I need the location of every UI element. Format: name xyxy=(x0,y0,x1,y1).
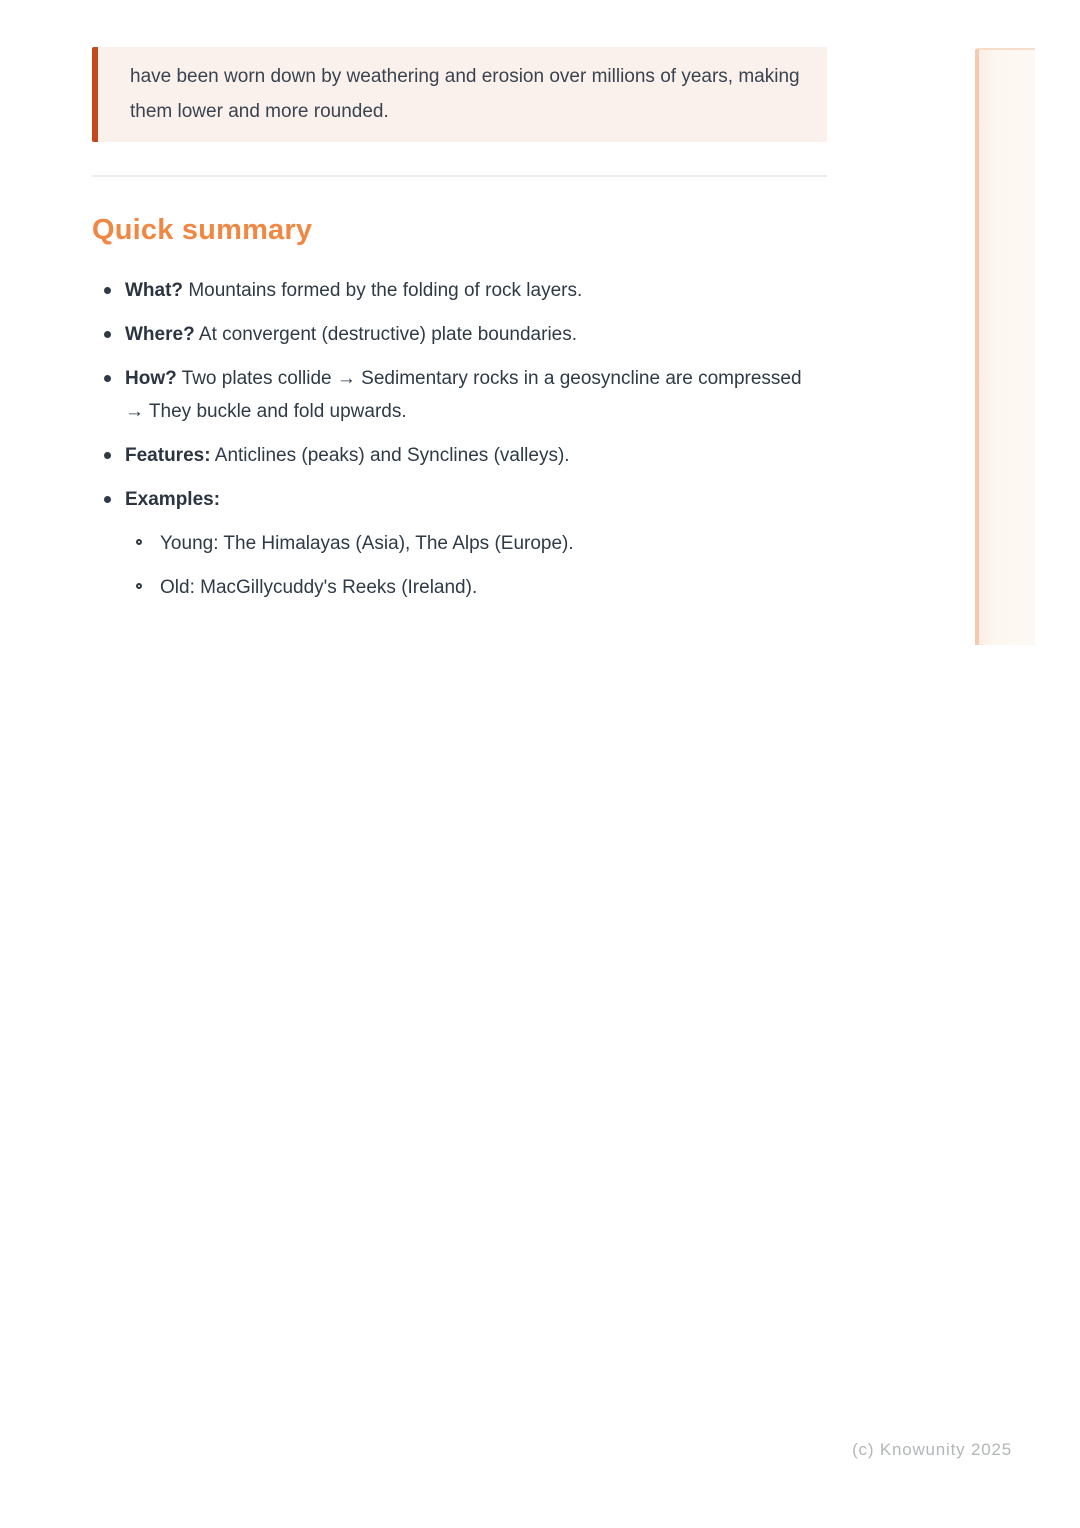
bullet-disc-icon xyxy=(104,375,111,382)
bullet-text: At convergent (destructive) plate boundaries. xyxy=(198,324,578,345)
bullet-label: What? xyxy=(125,280,184,301)
bullet-disc-icon xyxy=(104,287,111,294)
bullet-text: Two plates collide → Sedimentary rocks in a geosyncline are compressed → They buckle and fold upwards. xyxy=(125,368,802,422)
bullet-disc-icon xyxy=(104,331,111,338)
section-divider xyxy=(92,175,827,177)
summary-list xyxy=(92,274,827,604)
examples-sub-list xyxy=(125,527,819,604)
sub-list-item-young xyxy=(125,527,819,560)
bullet-label: Features: xyxy=(125,445,211,466)
callout-quote xyxy=(92,47,827,142)
list-item-how xyxy=(92,362,827,428)
bullet-disc-icon xyxy=(104,496,111,503)
bullet-text: Mountains formed by the folding of rock layers. xyxy=(188,280,583,301)
list-item-features xyxy=(92,439,827,472)
list-item-what xyxy=(92,274,827,307)
sub-list-item-old xyxy=(125,571,819,604)
bullet-label: How? xyxy=(125,368,177,389)
list-item-where xyxy=(92,318,827,351)
callout-text: have been worn down by weathering and erosion over millions of years, making them lower and more rounded. xyxy=(130,66,800,122)
copyright-footer: (c) Knowunity 2025 xyxy=(852,1440,1012,1459)
bullet-label: Where? xyxy=(125,324,195,345)
bullet-disc-icon xyxy=(104,452,111,459)
section-heading: Quick summary xyxy=(92,214,313,246)
bullet-text: Anticlines (peaks) and Synclines (valleys). xyxy=(214,445,570,466)
next-page-edge-preview xyxy=(975,48,1035,645)
sub-bullet-text: Old: MacGillycuddy's Reeks (Ireland). xyxy=(160,577,478,598)
bullet-circle-icon xyxy=(136,583,142,589)
bullet-label: Examples: xyxy=(125,489,221,510)
document-page xyxy=(92,47,827,615)
bullet-circle-icon xyxy=(136,539,142,545)
sub-bullet-text: Young: The Himalayas (Asia), The Alps (Europe). xyxy=(160,533,574,554)
list-item-examples xyxy=(92,483,827,604)
